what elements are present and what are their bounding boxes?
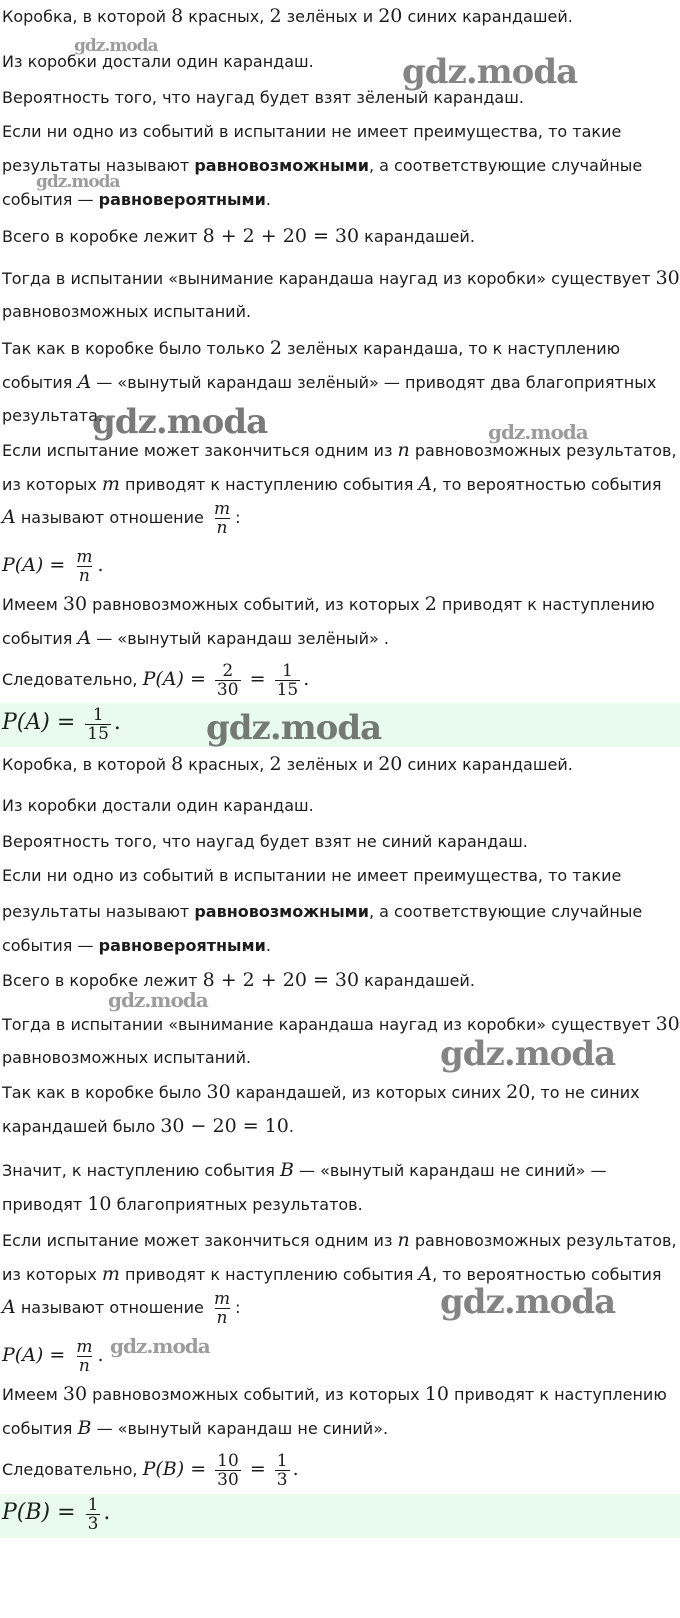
bold-term: равновероятными — [98, 936, 266, 955]
formula-lhs: P(B) = — [142, 1458, 213, 1480]
period: . — [97, 554, 104, 576]
text: Имеем — [2, 1385, 63, 1404]
p2-line-3: Вероятность того, что наугад будет взят не синий карандаш. — [2, 832, 528, 851]
number: 20 — [378, 753, 403, 775]
fraction — [275, 1452, 290, 1489]
fraction — [74, 548, 94, 585]
text: события — [2, 373, 78, 392]
watermark: gdz.moda — [110, 1334, 210, 1358]
watermark: gdz.moda — [488, 420, 588, 444]
p1-line-14 — [2, 474, 661, 495]
text: Имеем — [2, 595, 63, 614]
p1-line-15 — [2, 500, 240, 537]
answer-lhs: P(A) = — [2, 710, 83, 735]
p2-formula — [2, 1338, 104, 1375]
numerator: m — [76, 1337, 93, 1357]
p2-line-2: Из коробки достали один карандаш. — [2, 796, 314, 815]
text: из которых — [2, 1265, 102, 1284]
text: карандашей. — [359, 971, 475, 990]
text: результаты называют — [2, 156, 195, 175]
denominator: 3 — [87, 1514, 99, 1534]
period: . — [113, 710, 121, 735]
text: события — [2, 629, 78, 648]
fraction — [215, 1452, 241, 1489]
denominator: 15 — [276, 680, 299, 700]
variable: A — [2, 1296, 16, 1318]
denominator: n — [216, 518, 228, 538]
p2-line-5 — [2, 902, 642, 922]
numerator: 1 — [87, 1495, 99, 1515]
fraction — [212, 1290, 232, 1327]
number: 2 — [424, 593, 437, 615]
number: 30 — [655, 267, 680, 289]
p2-line-9: равновозможных испытаний. — [2, 1048, 252, 1067]
p2-line-7 — [2, 970, 475, 991]
p1-answer — [2, 706, 121, 743]
text: приводят к наступлению события — [119, 475, 419, 494]
p1-line-8 — [2, 268, 680, 289]
number: 2 — [269, 753, 282, 775]
watermark: gdz.moda — [402, 52, 578, 92]
p2-computation — [2, 1452, 299, 1489]
text: Всего в коробке лежит — [2, 971, 203, 990]
text: приводят к наступлению события — [119, 1265, 419, 1284]
text: Значит, к наступлению события — [2, 1161, 280, 1180]
text: Следовательно, — [2, 1460, 143, 1479]
text: , то вероятностью события — [432, 1265, 662, 1284]
watermark: gdz.moda — [440, 1282, 616, 1322]
text: Так как в коробке было — [2, 1083, 207, 1102]
text: Коробка, в которой — [2, 755, 172, 774]
p1-line-17 — [2, 594, 655, 615]
bold-term: равновероятными — [98, 190, 266, 209]
math-expression: 8 + 2 + 20 = 30 — [202, 969, 360, 991]
numerator: m — [213, 499, 231, 519]
text: — «вынутый карандаш не синий». — [91, 1419, 389, 1438]
text: Следовательно, — [2, 670, 143, 689]
variable: A — [418, 473, 433, 495]
fraction — [212, 500, 232, 537]
variable: B — [279, 1159, 294, 1181]
number: 20 — [378, 5, 403, 27]
p2-line-16 — [2, 1290, 240, 1327]
fraction — [85, 706, 111, 743]
text: зелёных и — [281, 7, 379, 26]
text: карандашей. — [359, 227, 475, 246]
variable: n — [397, 1229, 410, 1251]
watermark: gdz.moda — [108, 988, 208, 1012]
number: 30 — [206, 1081, 231, 1103]
fraction — [74, 1338, 94, 1375]
watermark: gdz.moda — [36, 172, 120, 192]
denominator: n — [78, 566, 90, 586]
watermark: gdz.moda — [440, 1034, 616, 1074]
text: Тогда в испытании «вынимание карандаша наугад из коробки» существует — [2, 1015, 656, 1034]
number: 30 — [62, 1383, 88, 1405]
fraction — [86, 1496, 101, 1533]
text: — «вынутый карандаш зелёный» . — [91, 629, 389, 648]
text: события — — [2, 190, 99, 209]
text: Если испытание может закончиться одним из — [2, 1231, 398, 1250]
p2-line-19 — [2, 1418, 388, 1439]
p2-line-1 — [2, 754, 573, 775]
watermark: gdz.moda — [74, 36, 158, 56]
p1-line-9: равновозможных испытаний. — [2, 302, 252, 321]
period: . — [97, 1344, 104, 1366]
text: благоприятных результатов. — [111, 1195, 363, 1214]
variable: m — [101, 473, 120, 495]
text: равновозможных событий, из которых — [87, 1385, 425, 1404]
formula-lhs: P(A) = — [142, 668, 212, 690]
number: 8 — [171, 753, 184, 775]
numerator: m — [213, 1289, 231, 1309]
number: 30 — [62, 593, 88, 615]
text: из которых — [2, 475, 102, 494]
text: результаты называют — [2, 902, 195, 921]
variable: B — [77, 1417, 92, 1439]
watermark: gdz.moda — [206, 708, 382, 748]
text: приводят — [2, 1195, 88, 1214]
variable: A — [2, 506, 16, 528]
period: . — [292, 1458, 299, 1480]
text: Тогда в испытании «вынимание карандаша наугад из коробки» существует — [2, 269, 656, 288]
text: . — [265, 936, 271, 955]
text: Если испытание может закончиться одним из — [2, 441, 398, 460]
text: равновозможных результатов, — [409, 1231, 677, 1250]
text: синих карандашей. — [402, 755, 573, 774]
text: , то вероятностью события — [432, 475, 662, 494]
text: равновозможных событий, из которых — [87, 595, 425, 614]
variable: A — [77, 371, 92, 393]
text: равновозможных результатов, — [409, 441, 677, 460]
formula-lhs: P(A) = — [2, 554, 72, 576]
text: , а соответствующие случайные — [368, 902, 643, 921]
watermark: gdz.moda — [92, 402, 268, 442]
fraction — [275, 662, 301, 699]
period: . — [103, 1500, 111, 1525]
equals: = — [243, 1458, 272, 1480]
text: приводят к наступлению — [436, 595, 655, 614]
variable: m — [101, 1263, 120, 1285]
numerator: m — [76, 547, 93, 567]
numerator: 1 — [281, 661, 293, 681]
bold-term: равновозможными — [194, 156, 369, 175]
p2-line-4: Если ни одно из событий в испытании не имеет преимущества, то такие — [2, 866, 622, 885]
text: зелёных и — [281, 755, 379, 774]
p1-line-2: Из коробки достали один карандаш. — [2, 52, 314, 71]
p1-line-1 — [2, 6, 573, 27]
number: 20 — [506, 1081, 531, 1103]
variable: A — [77, 627, 92, 649]
p1-line-11 — [2, 372, 656, 393]
p2-line-11 — [2, 1116, 294, 1137]
text: красных, — [183, 7, 270, 26]
text: , то не синих — [530, 1083, 640, 1102]
numerator: 10 — [217, 1451, 239, 1471]
formula-lhs: P(A) = — [2, 1344, 72, 1366]
text: : — [235, 1298, 241, 1317]
text: карандашей было — [2, 1117, 161, 1136]
text: — «вынутый карандаш не синий» — — [293, 1161, 607, 1180]
number: 30 — [655, 1013, 680, 1035]
text: , а соответствующие случайные — [368, 156, 643, 175]
numerator: 1 — [276, 1451, 288, 1471]
p1-line-7 — [2, 226, 475, 247]
math-expression: 30 − 20 = 10 — [160, 1115, 289, 1137]
variable: n — [397, 439, 410, 461]
denominator: 30 — [217, 1470, 239, 1490]
denominator: n — [216, 1308, 228, 1328]
p1-line-3: Вероятность того, что наугад будет взят зёленый карандаш. — [2, 88, 524, 107]
p1-line-4: Если ни одно из событий в испытании не имеет преимущества, то такие — [2, 122, 622, 141]
text: зелёных карандаша, то к наступлению — [281, 339, 621, 358]
answer-lhs: P(B) = — [2, 1500, 83, 1525]
number: 2 — [269, 337, 282, 359]
math-expression: 8 + 2 + 20 = 30 — [202, 225, 360, 247]
p2-line-13 — [2, 1194, 363, 1215]
denominator: 3 — [276, 1470, 288, 1490]
p1-line-10 — [2, 338, 620, 359]
p1-line-6 — [2, 190, 271, 210]
text: события — — [2, 936, 99, 955]
number: 2 — [269, 5, 282, 27]
p1-computation — [2, 662, 309, 699]
text: синих карандашей. — [402, 7, 573, 26]
p1-line-12: результата. — [2, 406, 103, 425]
text: . — [288, 1117, 294, 1136]
numerator: 2 — [222, 661, 234, 681]
p1-formula — [2, 548, 104, 585]
p2-line-14 — [2, 1230, 677, 1251]
text: Так как в коробке было только — [2, 339, 270, 358]
number: 8 — [171, 5, 184, 27]
text: события — [2, 1419, 78, 1438]
text: красных, — [183, 755, 270, 774]
text: карандашей, из которых синих — [230, 1083, 507, 1102]
p2-line-18 — [2, 1384, 667, 1405]
variable: A — [418, 1263, 433, 1285]
numerator: 1 — [92, 705, 104, 725]
number: 10 — [87, 1193, 112, 1215]
p2-line-8 — [2, 1014, 680, 1035]
denominator: 15 — [87, 724, 109, 744]
p2-answer — [2, 1496, 110, 1533]
text: Всего в коробке лежит — [2, 227, 203, 246]
period: . — [303, 668, 310, 690]
p1-line-18 — [2, 628, 389, 649]
text: приводят к наступлению — [448, 1385, 667, 1404]
denominator: n — [78, 1356, 90, 1376]
fraction — [215, 662, 241, 699]
p2-line-6 — [2, 936, 271, 956]
p2-line-12 — [2, 1160, 607, 1181]
denominator: 30 — [216, 680, 239, 700]
text: называют отношение — [15, 1298, 209, 1317]
bold-term: равновозможными — [194, 902, 369, 921]
text: . — [265, 190, 271, 209]
number: 10 — [424, 1383, 449, 1405]
equals: = — [243, 668, 272, 690]
p2-line-10 — [2, 1082, 640, 1103]
text: Коробка, в которой — [2, 7, 172, 26]
text: : — [235, 508, 241, 527]
text: называют отношение — [15, 508, 209, 527]
text: — «вынутый карандаш зелёный» — приводят два благоприятных — [91, 373, 657, 392]
